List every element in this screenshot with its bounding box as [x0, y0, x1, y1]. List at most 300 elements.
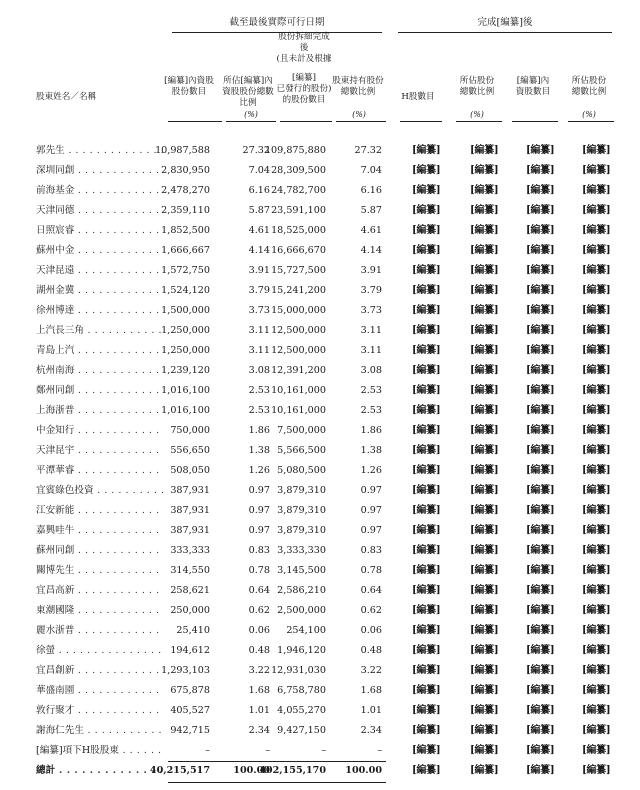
pct-unit-b: (%)	[244, 110, 258, 119]
col-header-name-text: 股東姓名／名稱	[36, 92, 97, 102]
domestic-share-pct: 1.86	[248, 425, 270, 436]
domestic-share-pct: 2.34	[248, 725, 270, 736]
table-row	[0, 682, 640, 702]
table-row	[0, 722, 640, 742]
domestic-shares: 1,250,000	[161, 325, 210, 336]
total-share-pct: 0.62	[360, 605, 382, 616]
domestic-share-pct: 5.87	[248, 205, 270, 216]
redacted-cell: [編纂]	[582, 185, 611, 196]
shareholder-name: 杭州南海 . . .	[36, 364, 164, 378]
redacted-cell: [編纂]	[470, 285, 499, 296]
redacted-cell: [編纂]	[526, 145, 555, 156]
domestic-share-pct: 3.08	[248, 365, 270, 376]
redacted-cell: [編纂]	[582, 445, 611, 456]
col-header-g-line: 資股數目	[515, 87, 551, 97]
shares-after-split: 4,055,270	[277, 705, 326, 716]
domestic-shares: 405,527	[170, 705, 210, 716]
col-header-c-line: 股份拆細完成後	[278, 32, 330, 53]
redacted-cell: [編纂]	[526, 225, 555, 236]
shareholder-name: 麗水浙普 . . .	[36, 624, 164, 638]
redacted-cell: [編纂]	[526, 325, 555, 336]
redacted-cell: [編纂]	[582, 165, 611, 176]
shareholder-name: 平潭華睿 . . .	[36, 464, 164, 478]
col-header-f-line: 總數比例	[459, 87, 495, 97]
shares-after-split: 16,666,670	[271, 245, 326, 256]
redacted-cell: [編纂]	[526, 265, 555, 276]
redacted-cell: [編纂]	[470, 765, 499, 776]
domestic-shares: 942,715	[170, 725, 210, 736]
redacted-cell: [編纂]	[582, 525, 611, 536]
domestic-shares: 556,650	[170, 445, 210, 456]
total-share-pct: 1.01	[360, 705, 382, 716]
col-rule-d	[336, 121, 386, 122]
total-share-pct: 0.83	[360, 545, 382, 556]
domestic-share-pct: 6.16	[248, 185, 270, 196]
shareholder-name: 敦行聚才 . . .	[36, 704, 164, 718]
shareholder-name: 徐螢 . . .	[36, 644, 164, 658]
redacted-cell: [編纂]	[526, 205, 555, 216]
table-row	[0, 322, 640, 342]
total-share-pct: –	[377, 745, 382, 756]
table-row	[0, 162, 640, 182]
shareholder-table	[0, 142, 640, 782]
domestic-shares: 1,016,100	[161, 405, 210, 416]
total-share-pct: 4.61	[360, 225, 382, 236]
redacted-cell: [編纂]	[526, 165, 555, 176]
table-row	[0, 542, 640, 562]
table-row	[0, 262, 640, 282]
table-row	[0, 562, 640, 582]
total-share-pct: 1.68	[360, 685, 382, 696]
shares-after-split: 12,500,000	[271, 345, 326, 356]
table-row	[0, 642, 640, 662]
redacted-cell: [編纂]	[526, 685, 555, 696]
redacted-cell: [編纂]	[582, 585, 611, 596]
pct-unit-d: (%)	[352, 110, 366, 119]
shares-after-split: 18,525,000	[271, 225, 326, 236]
domestic-shares: 1,016,100	[161, 385, 210, 396]
total-share-pct: 0.97	[360, 505, 382, 516]
total-share-pct: 0.97	[360, 525, 382, 536]
col-rule-a	[168, 121, 222, 122]
shares-after-split: 28,309,500	[271, 165, 326, 176]
table-row	[0, 622, 640, 642]
redacted-cell: [編纂]	[470, 185, 499, 196]
total-share-pct: 1.86	[360, 425, 382, 436]
domestic-shares: 258,621	[170, 585, 210, 596]
redacted-cell: [編纂]	[526, 725, 555, 736]
redacted-cell: [編纂]	[470, 205, 499, 216]
domestic-shares: 194,612	[170, 645, 210, 656]
redacted-cell: [編纂]	[412, 545, 441, 556]
redacted-cell: [編纂]	[582, 625, 611, 636]
col-header-c-line: [編纂]	[292, 73, 316, 83]
col-header-f	[454, 76, 500, 98]
domestic-shares: 387,931	[170, 525, 210, 536]
shares-after-split: 254,100	[286, 625, 326, 636]
redacted-cell: [編纂]	[582, 465, 611, 476]
pct-unit-h: (%)	[582, 110, 596, 119]
table-row	[0, 582, 640, 602]
col-header-b	[222, 76, 274, 109]
redacted-cell: [編纂]	[582, 285, 611, 296]
redacted-cell: [編纂]	[412, 485, 441, 496]
domestic-shares: 2,478,270	[161, 185, 210, 196]
domestic-shares: 1,852,500	[161, 225, 210, 236]
pct-unit-f: (%)	[470, 110, 484, 119]
domestic-shares: 508,050	[170, 465, 210, 476]
shares-after-split: 2,500,000	[277, 605, 326, 616]
redacted-cell: [編纂]	[526, 765, 555, 776]
redacted-cell: [編纂]	[470, 705, 499, 716]
col-header-c	[274, 32, 334, 106]
domestic-shares: 25,410	[176, 625, 210, 636]
domestic-share-pct: 3.22	[248, 665, 270, 676]
shareholder-name: 總計 . . .	[36, 764, 164, 778]
total-share-pct: 3.22	[360, 665, 382, 676]
total-share-pct: 0.97	[360, 485, 382, 496]
domestic-share-pct: 4.14	[248, 245, 270, 256]
redacted-cell: [編纂]	[412, 305, 441, 316]
redacted-cell: [編纂]	[526, 605, 555, 616]
redacted-cell: [編纂]	[412, 725, 441, 736]
redacted-cell: [編纂]	[582, 665, 611, 676]
redacted-cell: [編纂]	[582, 745, 611, 756]
redacted-cell: [編纂]	[470, 265, 499, 276]
table-row	[0, 462, 640, 482]
domestic-share-pct: 1.01	[248, 705, 270, 716]
domestic-share-pct: 100.00	[233, 765, 270, 776]
shareholder-name: 宜賓綠色投資 . . .	[36, 484, 164, 498]
table-row	[0, 202, 640, 222]
shareholder-name: 日照宸睿 . . .	[36, 224, 164, 238]
total-share-pct: 1.38	[360, 445, 382, 456]
redacted-cell: [編纂]	[470, 385, 499, 396]
shares-after-split: 15,241,200	[271, 285, 326, 296]
redacted-cell: [編纂]	[412, 165, 441, 176]
shareholder-name: 湖州金冀 . . .	[36, 284, 164, 298]
shares-after-split: 3,879,310	[277, 525, 326, 536]
redacted-cell: [編纂]	[582, 605, 611, 616]
shares-after-split: 12,500,000	[271, 325, 326, 336]
table-row	[0, 342, 640, 362]
redacted-cell: [編纂]	[470, 465, 499, 476]
redacted-cell: [編纂]	[412, 605, 441, 616]
total-share-pct: 0.06	[360, 625, 382, 636]
domestic-shares: 1,666,667	[161, 245, 210, 256]
redacted-cell: [編纂]	[582, 385, 611, 396]
redacted-cell: [編纂]	[470, 665, 499, 676]
redacted-cell: [編纂]	[412, 185, 441, 196]
domestic-share-pct: 0.48	[248, 645, 270, 656]
col-header-c-line: 已發行的股份)	[276, 84, 332, 94]
redacted-cell: [編纂]	[526, 445, 555, 456]
shareholder-name: 郭先生 . . .	[36, 144, 164, 158]
shares-after-split: 10,161,000	[271, 405, 326, 416]
redacted-cell: [編纂]	[470, 245, 499, 256]
redacted-cell: [編纂]	[526, 245, 555, 256]
table-row	[0, 502, 640, 522]
col-header-d-line: 股東持有股份	[332, 76, 384, 86]
redacted-cell: [編纂]	[470, 445, 499, 456]
col-header-e-line: H股數目	[401, 92, 435, 102]
shares-after-split: 5,566,500	[277, 445, 326, 456]
domestic-shares: –	[205, 745, 210, 756]
col-header-d	[330, 76, 386, 98]
domestic-share-pct: –	[265, 745, 270, 756]
total-share-pct: 100.00	[345, 765, 382, 776]
redacted-cell: [編纂]	[470, 645, 499, 656]
shareholder-name: 天津同德 . . .	[36, 204, 164, 218]
redacted-cell: [編纂]	[470, 685, 499, 696]
col-rule-e	[400, 121, 442, 122]
table-row	[0, 302, 640, 322]
table-row	[0, 282, 640, 302]
table-row	[0, 142, 640, 162]
redacted-cell: [編纂]	[526, 565, 555, 576]
redacted-cell: [編纂]	[526, 365, 555, 376]
shareholder-name: 東潮國隆 . . .	[36, 604, 164, 618]
shareholder-name: 江安新能 . . .	[36, 504, 164, 518]
redacted-cell: [編纂]	[582, 705, 611, 716]
redacted-cell: [編纂]	[412, 365, 441, 376]
shares-after-split: 15,000,000	[271, 305, 326, 316]
redacted-cell: [編纂]	[582, 725, 611, 736]
domestic-shares: 1,250,000	[161, 345, 210, 356]
redacted-cell: [編纂]	[470, 345, 499, 356]
redacted-cell: [編纂]	[526, 425, 555, 436]
total-share-pct: 6.16	[360, 185, 382, 196]
domestic-shares: 1,572,750	[161, 265, 210, 276]
domestic-share-pct: 0.64	[248, 585, 270, 596]
shareholder-name: 嘉興哇牛 . . .	[36, 524, 164, 538]
domestic-share-pct: 7.04	[248, 165, 270, 176]
redacted-cell: [編纂]	[526, 305, 555, 316]
redacted-cell: [編纂]	[470, 405, 499, 416]
redacted-cell: [編纂]	[412, 325, 441, 336]
redacted-cell: [編纂]	[470, 585, 499, 596]
col-header-a	[160, 76, 218, 98]
redacted-cell: [編纂]	[470, 745, 499, 756]
domestic-share-pct: 0.62	[248, 605, 270, 616]
total-share-pct: 4.14	[360, 245, 382, 256]
redacted-cell: [編纂]	[582, 205, 611, 216]
redacted-cell: [編纂]	[470, 325, 499, 336]
redacted-cell: [編纂]	[582, 405, 611, 416]
col-header-a-line: [編纂]內資股	[164, 76, 214, 86]
redacted-cell: [編纂]	[470, 165, 499, 176]
redacted-cell: [編纂]	[412, 425, 441, 436]
col-rule-b	[226, 121, 276, 122]
shares-after-split: 2,586,210	[277, 585, 326, 596]
col-header-h-line: 所佔股份	[571, 76, 607, 86]
redacted-cell: [編纂]	[582, 325, 611, 336]
col-rule-h	[568, 121, 614, 122]
table-row	[0, 382, 640, 402]
domestic-share-pct: 0.78	[248, 565, 270, 576]
col-header-name	[36, 92, 96, 103]
group-header-current: 截至最後實際可行日期	[172, 14, 382, 33]
redacted-cell: [編纂]	[412, 645, 441, 656]
redacted-cell: [編纂]	[582, 345, 611, 356]
redacted-cell: [編纂]	[470, 525, 499, 536]
col-header-f-line: 所佔股份	[459, 76, 495, 86]
redacted-cell: [編纂]	[526, 645, 555, 656]
shares-after-split: 10,161,000	[271, 385, 326, 396]
col-header-h-line: 總數比例	[571, 87, 607, 97]
total-share-pct: 3.73	[360, 305, 382, 316]
shareholder-name: 鄭州同創 . . .	[36, 384, 164, 398]
total-share-pct: 2.53	[360, 385, 382, 396]
domestic-shares: 250,000	[170, 605, 210, 616]
shareholder-name: 徐州博達 . . .	[36, 304, 164, 318]
total-share-pct: 3.91	[360, 265, 382, 276]
shareholder-name: 深圳同創 . . .	[36, 164, 164, 178]
total-share-pct: 0.78	[360, 565, 382, 576]
shareholder-name: 華盛南園 . . .	[36, 684, 164, 698]
shares-after-split: 3,879,310	[277, 505, 326, 516]
col-header-g-line: [編纂]內	[516, 76, 550, 86]
table-row	[0, 422, 640, 442]
shares-after-split: 23,591,100	[271, 205, 326, 216]
shares-after-split: 5,080,500	[277, 465, 326, 476]
redacted-cell: [編纂]	[526, 665, 555, 676]
redacted-cell: [編纂]	[582, 305, 611, 316]
shareholder-name: 蘇州中金 . . .	[36, 244, 164, 258]
domestic-share-pct: 2.53	[248, 405, 270, 416]
domestic-shares: 2,359,110	[161, 205, 210, 216]
col-header-g	[510, 76, 556, 98]
domestic-share-pct: 0.97	[248, 485, 270, 496]
shareholder-name: [編纂]項下H股股東 . . .	[36, 744, 164, 758]
domestic-share-pct: 3.11	[248, 345, 270, 356]
total-share-pct: 2.53	[360, 405, 382, 416]
shareholder-name: 前海基金 . . .	[36, 184, 164, 198]
redacted-cell: [編纂]	[526, 625, 555, 636]
redacted-cell: [編纂]	[412, 525, 441, 536]
shareholder-name: 宜昌創新 . . .	[36, 664, 164, 678]
col-header-c-line: (且未計及根據	[276, 54, 332, 64]
redacted-cell: [編纂]	[526, 485, 555, 496]
table-row	[0, 702, 640, 722]
col-rule-c	[280, 121, 332, 122]
redacted-cell: [編纂]	[526, 585, 555, 596]
col-header-d-line: 總數比例	[340, 87, 376, 97]
redacted-cell: [編纂]	[470, 565, 499, 576]
total-share-pct: 3.79	[360, 285, 382, 296]
redacted-cell: [編纂]	[526, 345, 555, 356]
redacted-cell: [編纂]	[412, 145, 441, 156]
total-rule-bottom	[168, 782, 386, 783]
shareholder-name: 宜昌高新 . . .	[36, 584, 164, 598]
redacted-cell: [編纂]	[582, 545, 611, 556]
redacted-cell: [編纂]	[412, 565, 441, 576]
shareholder-name: 關博先生 . . .	[36, 564, 164, 578]
shareholder-name: 青島上汽 . . .	[36, 344, 164, 358]
domestic-shares: 10,987,588	[155, 145, 210, 156]
shares-after-split: 402,155,170	[259, 765, 326, 776]
redacted-cell: [編纂]	[526, 705, 555, 716]
redacted-cell: [編纂]	[582, 485, 611, 496]
redacted-cell: [編纂]	[412, 225, 441, 236]
total-share-pct: 5.87	[360, 205, 382, 216]
domestic-share-pct: 0.06	[248, 625, 270, 636]
total-share-pct: 27.32	[354, 145, 382, 156]
redacted-cell: [編纂]	[526, 745, 555, 756]
domestic-share-pct: 1.38	[248, 445, 270, 456]
total-share-pct: 1.26	[360, 465, 382, 476]
redacted-cell: [編纂]	[526, 285, 555, 296]
redacted-cell: [編纂]	[582, 645, 611, 656]
domestic-share-pct: 3.91	[248, 265, 270, 276]
redacted-cell: [編纂]	[470, 545, 499, 556]
shares-after-split: 3,879,310	[277, 485, 326, 496]
domestic-share-pct: 0.97	[248, 525, 270, 536]
redacted-cell: [編纂]	[582, 765, 611, 776]
domestic-share-pct: 3.73	[248, 305, 270, 316]
col-header-h	[566, 76, 612, 98]
shareholder-name: 上汽長三角 . . .	[36, 324, 164, 338]
redacted-cell: [編纂]	[412, 705, 441, 716]
redacted-cell: [編纂]	[582, 425, 611, 436]
domestic-shares: 40,215,517	[149, 765, 210, 776]
redacted-cell: [編纂]	[470, 625, 499, 636]
redacted-cell: [編纂]	[412, 625, 441, 636]
shareholder-name: 蘇州同創 . . .	[36, 544, 164, 558]
col-header-e	[398, 92, 438, 103]
table-row	[0, 442, 640, 462]
redacted-cell: [編纂]	[470, 485, 499, 496]
col-header-c-line: 的股份數目	[282, 95, 326, 105]
domestic-share-pct: 0.83	[248, 545, 270, 556]
redacted-cell: [編纂]	[582, 245, 611, 256]
redacted-cell: [編纂]	[412, 245, 441, 256]
redacted-cell: [編纂]	[582, 505, 611, 516]
redacted-cell: [編纂]	[412, 665, 441, 676]
total-share-pct: 7.04	[360, 165, 382, 176]
col-header-b-line: 所佔[編纂]內	[223, 76, 273, 86]
redacted-cell: [編纂]	[412, 405, 441, 416]
total-rule-top	[168, 761, 386, 762]
redacted-cell: [編纂]	[526, 185, 555, 196]
shareholder-name: 上海浙普 . . .	[36, 404, 164, 418]
shares-after-split: 24,782,700	[271, 185, 326, 196]
domestic-shares: 1,524,120	[161, 285, 210, 296]
col-header-a-line: 股份數目	[171, 87, 207, 97]
redacted-cell: [編纂]	[582, 145, 611, 156]
redacted-cell: [編纂]	[582, 365, 611, 376]
redacted-cell: [編纂]	[526, 505, 555, 516]
domestic-share-pct: 0.97	[248, 505, 270, 516]
total-share-pct: 3.08	[360, 365, 382, 376]
domestic-share-pct: 1.68	[248, 685, 270, 696]
domestic-share-pct: 3.11	[248, 325, 270, 336]
shares-after-split: 3,333,330	[277, 545, 326, 556]
domestic-shares: 314,550	[170, 565, 210, 576]
domestic-share-pct: 3.79	[248, 285, 270, 296]
redacted-cell: [編纂]	[412, 765, 441, 776]
domestic-shares: 387,931	[170, 505, 210, 516]
domestic-shares: 333,333	[170, 545, 210, 556]
shares-after-split: 7,500,000	[277, 425, 326, 436]
shares-after-split: 9,427,150	[277, 725, 326, 736]
redacted-cell: [編纂]	[470, 425, 499, 436]
total-share-pct: 0.64	[360, 585, 382, 596]
redacted-cell: [編纂]	[412, 505, 441, 516]
shareholder-name: 天津昆遠 . . .	[36, 264, 164, 278]
redacted-cell: [編纂]	[470, 725, 499, 736]
shareholder-name: 中金知行 . . .	[36, 424, 164, 438]
